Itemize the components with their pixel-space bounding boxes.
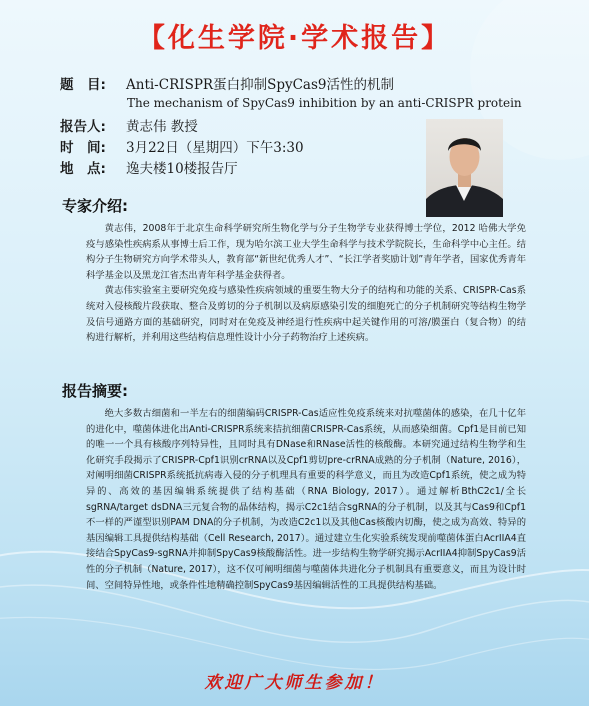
speaker-name: 黄志伟 教授 <box>126 119 198 135</box>
place-label: 地 点: <box>60 161 106 177</box>
talk-title-label: 题 目: <box>60 77 106 93</box>
speaker-photo <box>426 119 503 217</box>
speaker-label: 报告人: <box>60 119 106 135</box>
expert-section <box>86 221 526 346</box>
talk-title-cn: Anti-CRISPR蛋白抑制SpyCas9活性的机制 <box>126 77 394 93</box>
time-label: 时 间: <box>60 140 106 156</box>
expert-paragraph: 黄志伟，2008年于北京生命科学研究所生物化学与分子生物学专业获得博士学位，2012 哈佛大学免疫与感染性疾病系从事博士后工作，现为哈尔滨工业大学生命科学与技术学院院长，生命科学中心主任。结构分子生物研究方向学术带头人，教育部“新世纪优秀人才”、“长江学者奖励计划”青年学者，国家优秀青年科学基金以及黑龙江省杰出青年科学基金获得者。 <box>86 223 526 281</box>
expert-paragraph: 黄志伟实验室主要研究免疫与感染性疾病领域的重要生物大分子的结构和功能的关系、CRISPR-Cas系统对入侵核酸片段获取、整合及剪切的分子机制以及病原感染引发的细胞死亡的分子机制研究等结构生物学及信号通路方面的基础研究，同时对在免疫及神经退行性疾病中起关键作用的可溶/膜蛋白（复合物）的结构进行解析，并利用这些结构信息理性设计小分子药物治疗上述疾病。 <box>86 285 526 344</box>
talk-title-en: The mechanism of SpyCas9 inhibition by an anti-CRISPR protein <box>127 96 522 110</box>
abstract-section <box>86 406 526 593</box>
place-value: 逸夫楼10楼报告厅 <box>126 161 238 177</box>
abstract-heading: 报告摘要: <box>62 382 128 400</box>
talk-title-row <box>60 75 540 95</box>
abstract-paragraph: 绝大多数古细菌和一半左右的细菌编码CRISPR-Cas适应性免疫系统来对抗噬菌体的感染，在几十亿年的进化中，噬菌体进化出Anti-CRISPR系统来拮抗细菌CRISPR-Cas系统，从而感染细菌。Cpf1是目前已知的唯一一个具有核酸序列特异性，且同时具有DNase和RNase活性的核酸酶。本研究通过结构生物学和生化研究手段揭示了CRISPR-Cpf1识别crRNA以及Cpf1剪切pre-crRNA成熟的分子机制（Nature, 2016），对阐明细菌CRISPR系统抵抗病毒入侵的分子机理具有重要的科学意义，而且为改造Cpf1系统，使之成为特异的、高效的基因编辑系统提供了结构基础（RNA Biology, 2017）。通过解析BthC2c1/全长sgRNA/target dsDNA三元复合物的晶体结构，揭示C2c1结合sgRNA的分子机制，以及其与Cas9和Cpf1不一样的严谨型识别PAM DNA的分子机制，为改造C2c1以及其他Cas核酸内切酶，使之成为高效、特异的基因编辑工具提供结构基础（Cell Research, 2017）。通过建立生化实验系统发现前噬菌体蛋白AcrIIA4直接结合SpyCas9-sgRNA并抑制SpyCas9核酸酶活性。进一步结构生物学研究揭示AcrIIA4抑制SpyCas9活性的分子机制（Nature, 2017），这不仅可阐明细菌与噬菌体共进化分子机制具有重要意义，而且为设计时间、空间特异性地，或条件性地精确控制SpyCas9基因编辑活性的工具提供结构基础。 <box>86 408 526 591</box>
page-title: 【化生学院·学术报告】 <box>137 23 452 54</box>
expert-heading: 专家介绍: <box>62 197 128 215</box>
time-value: 3月22日（星期四）下午3:30 <box>126 140 304 156</box>
welcome-banner: 欢迎广大师生参加！ <box>204 673 385 693</box>
